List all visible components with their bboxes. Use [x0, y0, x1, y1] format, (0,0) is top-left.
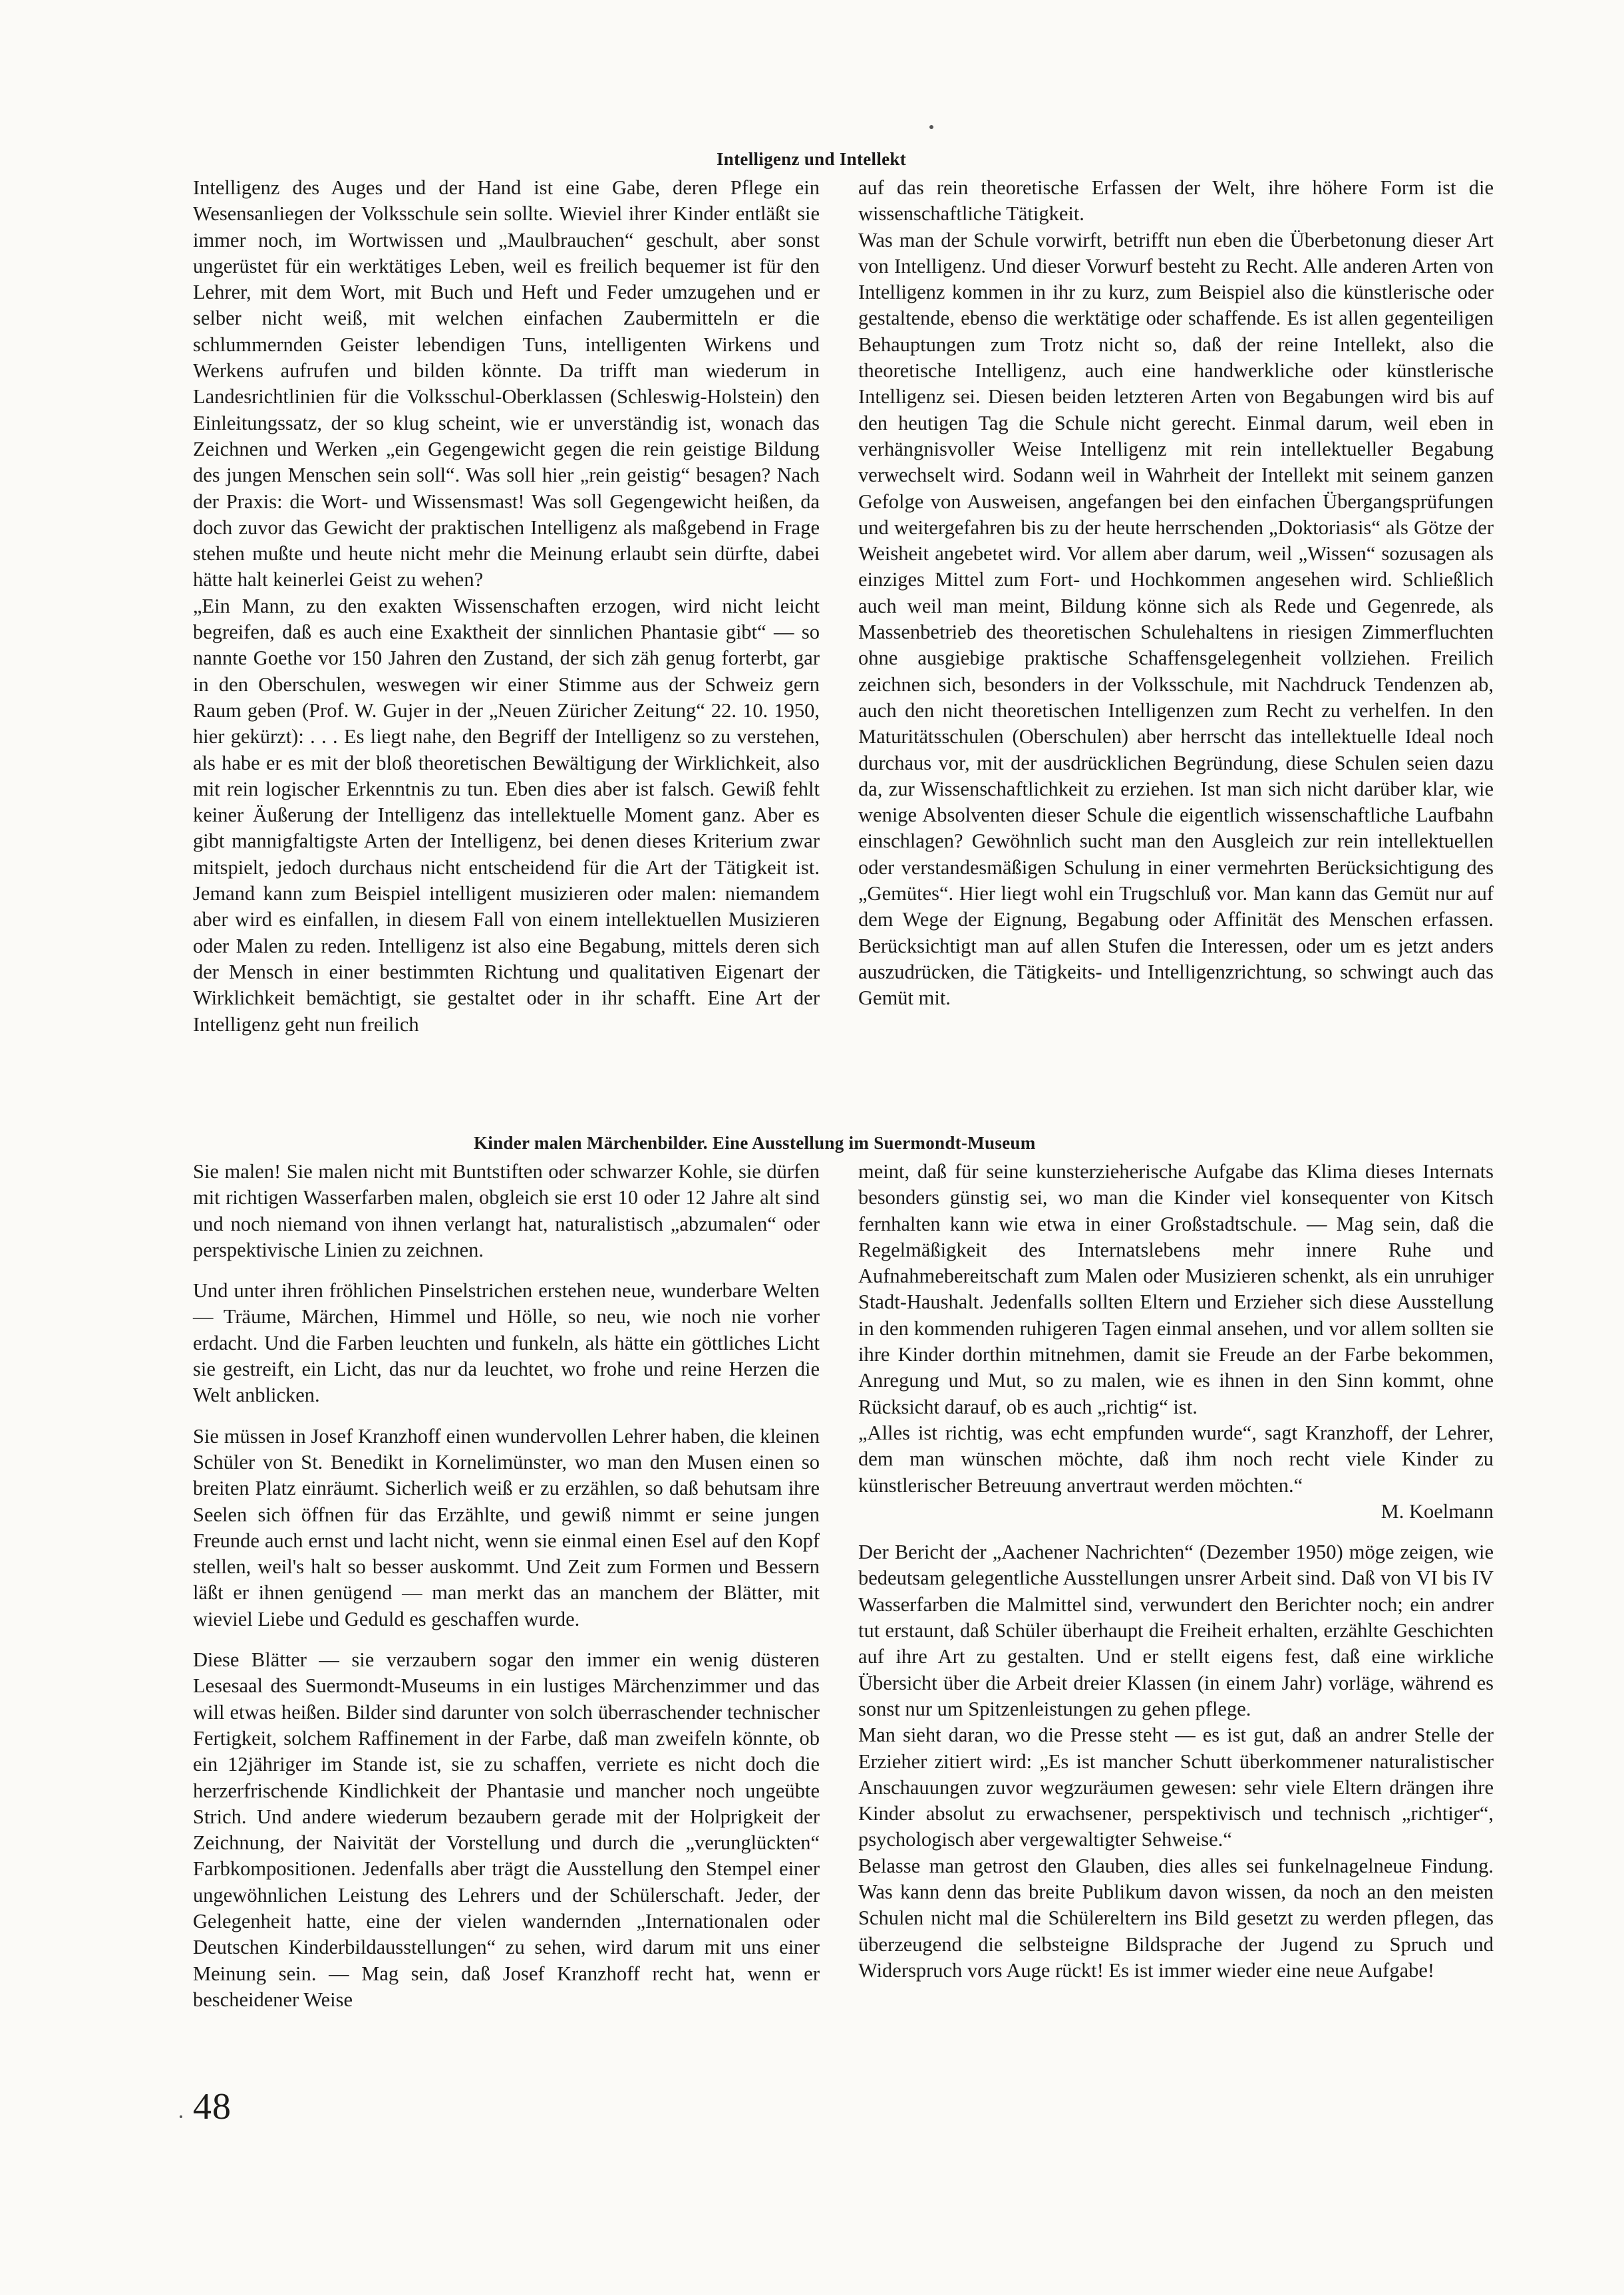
- section1-right-column: [858, 175, 1494, 1012]
- section1-left-column: [193, 175, 820, 1038]
- section2-right-column: [858, 1159, 1494, 1984]
- paragraph: auf das rein theoretische Erfassen der Welt, ihre höhere Form ist die wissenschaftliche Tätigkeit.: [858, 176, 1494, 226]
- author-signature: M. Koelmann: [1380, 1499, 1494, 1523]
- signature-line: [858, 1499, 1494, 1525]
- paragraph: „Alles ist richtig, was echt empfunden wurde“, sagt Kranzhoff, der Lehrer, dem man wünschen möchte, daß ihm noch recht viele Kinder zu künstlerischer Betreuung anvertraut werden möchten.“: [858, 1421, 1494, 1497]
- paragraph: Man sieht daran, wo die Presse steht — es ist gut, daß an andrer Stelle der Erzieher zitiert wird: „Es ist mancher Schutt überkommener naturalistischer Anschauungen zuvor wegzuräumen gewesen: sehr viele Eltern drängen ihre Kinder absolut zu erwachsener, perspektivisch und technisch „richtiger“, psychologisch aber vergewaltigter Sehweise.“: [858, 1724, 1494, 1851]
- section2-left-column: [193, 1159, 820, 2013]
- paragraph: „Ein Mann, zu den exakten Wissenschaften erzogen, wird nicht leicht begreifen, daß es auch eine Exaktheit der sinnlichen Phantasie gibt“ — so nannte Goethe vor 150 Jahren den Zustand, der sich zäh genug forterbt, gar in den Oberschulen, weswegen wir einer Stimme aus der Schweiz gern Raum geben (Prof. W. Gujer in der „Neuen Züricher Zeitung“ 22. 10. 1950, hier gekürzt): . . . Es liegt nahe, den Begriff der Intelligenz so zu verstehen, als habe er es mit der bloß theoretischen Bewältigung der Wirklichkeit, also mit rein logischer Erkenntnis zu tun. Eben dies aber ist falsch. Gewiß fehlt keiner Äußerung der Intelligenz das intellektuelle Moment ganz. Aber es gibt mannigfaltigste Arten der Intelligenz, bei denen dieses Kriterium zwar mitspielt, jedoch durchaus nicht entscheidend für die Art der Tätigkeit ist. Jemand kann zum Beispiel intelligent musizieren oder malen: niemandem aber wird es einfallen, in diesem Fall von einem intellektuellen Musizieren oder Malen zu reden. Intelligenz ist also eine Begabung, mittels deren sich der Mensch in einer bestimmten Richtung und qualitativen Eigenart der Wirklichkeit bemächtigt, sie gestaltet oder in ihr schafft. Eine Art der Intelligenz geht nun freilich: [193, 594, 820, 1036]
- print-mark: [929, 125, 933, 129]
- paragraph: Belasse man getrost den Glauben, dies alles sei funkelnagelneue Findung. Was kann denn das breite Publikum davon wissen, da noch an den meisten Schulen nicht mal die Schülereltern ins Bild gesetzt zu werden pflegen, das überzeugend die selbsteigne Bildsprache der Jugend zu Spruch und Widerspruch vors Auge rückt! Es ist immer wieder eine neue Aufgabe!: [858, 1854, 1494, 1982]
- paragraph: Diese Blätter — sie verzaubern sogar den immer ein wenig düsteren Lesesaal des Suermondt-Museums in ein lustiges Märchenzimmer und das will etwas heißen. Bilder sind darunter von solch überraschender technischer Fertigkeit, solchem Raffinement in der Farbe, daß man zweifeln könnte, ob ein 12jähriger im Stande ist, sie zu schaffen, verriete es nicht doch die herzerfrischende Kindlichkeit der Phantasie und mancher noch ungeübte Strich. Und andere wiederum bezaubern gerade mit der Holprigkeit der Zeichnung, der Naivität der Vorstellung und durch die „verunglückten“ Farbkompositionen. Jedenfalls aber trägt die Ausstellung den Stempel einer ungewöhnlichen Leistung des Lehrers und der Schülerschaft. Jeder, der Gelegenheit hatte, eine der vielen wandernden „Internationalen oder Deutschen Kinderbildausstellungen“ zu sehen, wird darum mit uns einer Meinung sein. — Mag sein, daß Josef Kranzhoff recht hat, wenn er bescheidener Weise: [193, 1648, 820, 2011]
- section-title-kinder-malen: Kinder malen Märchenbilder. Eine Ausstellung im Suermondt-Museum: [474, 1133, 1036, 1153]
- paragraph: Und unter ihren fröhlichen Pinselstrichen erstehen neue, wunderbare Welten — Träume, Märchen, Himmel und Hölle, so neu, wie noch nie vorher erdacht. Und die Farben leuchten und funkeln, als hätte ein göttliches Licht sie gestreift, ein Licht, das nur da leuchtet, wo frohe und reine Herzen die Welt anblicken.: [193, 1279, 820, 1407]
- paragraph: Sie malen! Sie malen nicht mit Buntstiften oder schwarzer Kohle, sie dürfen mit richtigen Wasserfarben malen, obgleich sie erst 10 oder 12 Jahre alt sind und noch niemand von ihnen verlangt hat, naturalistisch „abzumalen“ oder perspektivische Linien zu zeichnen.: [193, 1160, 820, 1261]
- paragraph: Sie müssen in Josef Kranzhoff einen wundervollen Lehrer haben, die kleinen Schüler von St. Benedikt in Kornelimünster, wo man den Musen einen so breiten Platz einräumt. Sicherlich weiß er zu erzählen, so daß behutsam ihre Seelen sich öffnen für das Erzählte, und gewiß nimmt er seine jungen Freunde auch ernst und lacht nicht, wenn sie einmal einen Esel auf den Kopf stellen, weil's halt so besser auskommt. Und Zeit zum Formen und Bessern läßt er ihnen genügend — man merkt das an manchem der Blätter, mit wieviel Liebe und Geduld es geschaffen wurde.: [193, 1424, 820, 1630]
- paragraph: Der Bericht der „Aachener Nachrichten“ (Dezember 1950) möge zeigen, wie bedeutsam gelegentliche Ausstellungen unsrer Arbeit sind. Daß von VI bis IV Wasserfarben die Malmittel sind, verwundert den Berichter noch; ein andrer tut erstaunt, daß Schüler überhaupt die Freiheit erhalten, erzählte Geschichten auf ihre Art zu gestalten. Und er stellt eigens fest, daß eine wirkliche Übersicht über die Arbeit dreier Klassen (in einem Jahr) vorläge, während es sonst nur um Spitzenleistungen zu gehen pflege.: [858, 1541, 1494, 1720]
- paragraph: Intelligenz des Auges und der Hand ist eine Gabe, deren Pflege ein Wesensanliegen der Volksschule sein sollte. Wieviel ihrer Kinder entläßt sie immer noch, im Wortwissen und „Maulbrauchen“ geschult, aber sonst ungerüstet für ein werktätiges Leben, weil es freilich bequemer ist für den Lehrer, mit dem Wort, mit Buch und Heft und Feder umzugehen und er selber nicht weiß, mit welchen einfachen Zaubermitteln er die schlummernden Geister lebendigen Tuns, intelligenten Wirkens und Werkens aufrufen und bilden könnte. Da trifft man wiederum in Landesrichtlinien für die Volksschul-Oberklassen (Schleswig-Holstein) den Einleitungssatz, der so klug scheint, wie er unverständig ist, wonach das Zeichnen und Werken „ein Gegengewicht gegen die rein geistige Bildung des jungen Menschen sein soll“. Was soll hier „rein geistig“ besagen? Nach der Praxis: die Wort- und Wissensmast! Was soll Gegengewicht heißen, da doch zuvor das Gewicht der praktischen Intelligenz als maßgebend in Frage stehen mußte und heute nicht mehr die Meinung erlaubt sein dürfte, dabei hätte halt keinerlei Geist zu wehen?: [193, 176, 820, 591]
- section-title-intelligenz: Intelligenz und Intellekt: [717, 149, 907, 169]
- paragraph: Was man der Schule vorwirft, betrifft nun eben die Überbetonung dieser Art von Intelligenz. Und dieser Vorwurf besteht zu Recht. Alle anderen Arten von Intelligenz kommen in ihr zu kurz, zum Beispiel also die künstlerische oder gestaltende, ebenso die werktätige oder schaffende. Es ist allen gegenteiligen Behauptungen zum Trotz nicht so, daß der reine Intellekt, also die theoretische Intelligenz, auch eine handwerkliche oder künstlerische Intelligenz sei. Diesen beiden letzteren Arten von Begabungen wird bis auf den heutigen Tag die Schule nicht gerecht. Einmal darum, weil eben in verhängnisvoller Weise Intelligenz mit rein intellektueller Begabung verwechselt wird. Sodann weil in Wahrheit der Intellekt mit seinem ganzen Gefolge von Ausweisen, angefangen bei den einfachen Übergangsprüfungen und weitergefahren bis zu der heute herrschenden „Doktoriasis“ als Götze der Weisheit angebetet wird. Vor allem aber darum, weil „Wissen“ sozusagen als einziges Mittel zum Fort- und Hochkommen angesehen wird. Schließlich auch weil man meint, Bildung könne sich als Rede und Gegenrede, als Massenbetrieb des theoretischen Schulehaltens in riesigen Zimmerfluchten ohne ausgiebige praktische Schaffensgelegenheit vollziehen. Freilich zeichnen sich, besonders in der Volksschule, mit Nachdruck Tendenzen ab, auch den nicht theoretischen Intelligenzen zum Recht zu verhelfen. In den Maturitätsschulen (Oberschulen) aber herrscht das intellektuelle Ideal noch durchaus vor, mit der ausdrücklichen Begründung, diese Schulen seien dazu da, zur Wissenschaftlichkeit zu erziehen. Ist man sich nicht darüber klar, wie wenige Absolventen dieser Schule die eigentlich wissenschaftliche Laufbahn einschlagen? Gewöhnlich sucht man den Ausgleich zur rein intellektuellen oder verstandesmäßigen Schulung in einer vermehrten Berücksichtigung des „Gemütes“. Hier liegt wohl ein Trugschluß vor. Man kann das Gemüt nur auf dem Wege der Eignung, Begabung oder Affinität des Menschen erfassen. Berücksichtigt man auf allen Stufen die Interessen, oder um es jetzt anders auszudrücken, die Tätigkeits- und Intelligenzrichtung, so schwingt auch das Gemüt mit.: [858, 228, 1494, 1010]
- page-number: 48: [193, 2086, 232, 2127]
- paragraph: meint, daß für seine kunsterzieherische Aufgabe das Klima dieses Internats besonders günstig sei, wo man die Kinder viel konsequenter von Kitsch fernhalten kann wie etwa in einer Großstadtschule. — Mag sein, daß die Regelmäßigkeit des Internatslebens mehr innere Ruhe und Aufnahmebereitschaft zum Malen oder Musizieren schenkt, als ein unruhiger Stadt-Haushalt. Jedenfalls sollten Eltern und Erzieher sich diese Ausstellung in den kommenden ruhigeren Tagen einmal ansehen, und vor allem sollten sie ihre Kinder dorthin mitnehmen, damit sie Freude an der Farbe bekommen, Anregung und Mut, so zu malen, wie es ihnen in den Sinn kommt, ohne Rücksicht darauf, ob es auch „richtig“ ist.: [858, 1160, 1494, 1418]
- print-mark: [180, 2115, 182, 2118]
